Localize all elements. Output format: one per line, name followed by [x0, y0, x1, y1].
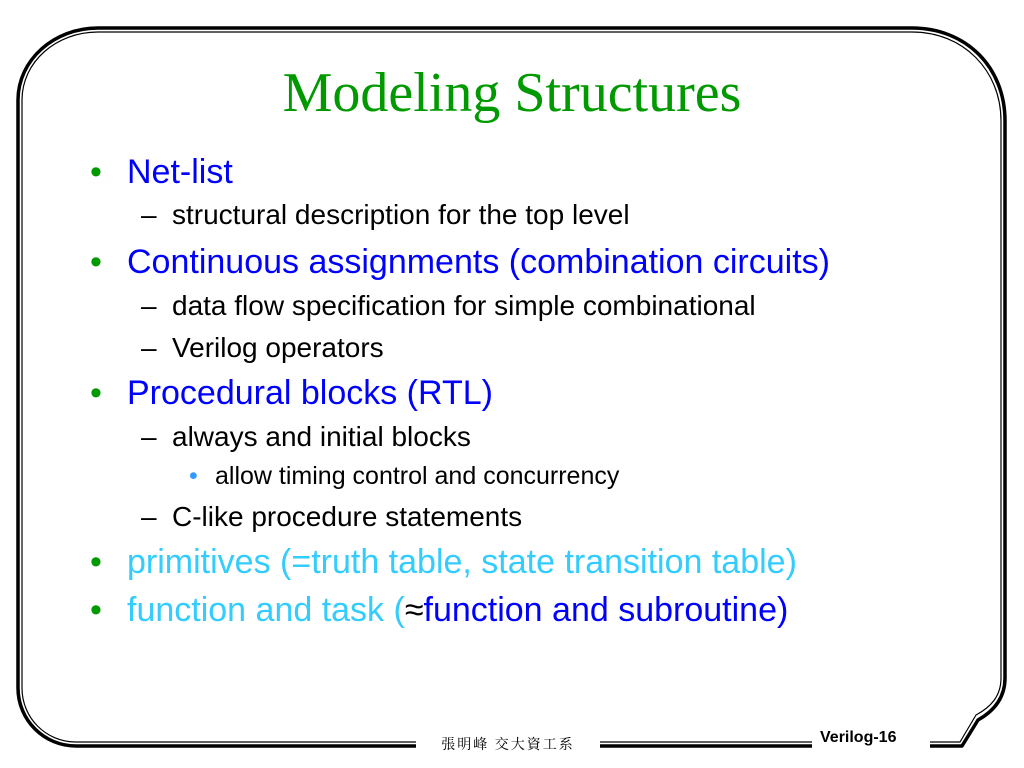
bullet-marker: •	[90, 153, 102, 191]
dash-marker: –	[141, 290, 157, 321]
bullet-text: primitives (=truth table, state transition table)	[127, 543, 797, 581]
bullet-text-run: function and subroutine)	[423, 591, 789, 629]
sub-item-data-flow	[0, 292, 1024, 320]
bullet-item-function-and-task	[0, 593, 1024, 627]
bullet-item-primitives	[0, 545, 1024, 579]
sub-sub-item-text: allow timing control and concurrency	[215, 462, 620, 490]
bullet-text	[127, 593, 788, 627]
small-bullet-marker: •	[189, 462, 198, 490]
bullet-text: Procedural blocks (RTL)	[127, 374, 493, 412]
bullet-marker: •	[90, 543, 102, 581]
footer-author: 張明峰 交大資工系	[416, 736, 600, 756]
bullet-marker: •	[90, 374, 102, 412]
slide-title: Modeling Structures	[282, 62, 742, 124]
sub-item-text: Verilog operators	[172, 332, 384, 363]
approx-symbol: ≈	[404, 591, 424, 629]
dash-marker: –	[141, 421, 157, 452]
sub-sub-item-timing-control	[0, 464, 1024, 489]
sub-item-text: structural description for the top level	[172, 199, 630, 230]
dash-marker: –	[141, 332, 157, 363]
slide-number: Verilog-16	[812, 728, 930, 750]
bullet-item-procedural-blocks	[0, 376, 1024, 410]
bullet-marker: •	[90, 591, 102, 629]
dash-marker: –	[141, 501, 157, 532]
sub-item-always-initial	[0, 423, 1024, 451]
sub-item-text: always and initial blocks	[172, 421, 471, 452]
bullet-text: Net-list	[127, 153, 233, 191]
sub-item-text: C-like procedure statements	[172, 501, 523, 532]
bullet-item-net-list	[0, 155, 1024, 189]
sub-item-verilog-operators	[0, 334, 1024, 362]
sub-item-structural-description	[0, 201, 1024, 229]
bullet-text: Continuous assignments (combination circuits)	[127, 243, 830, 281]
sub-item-text: data flow specification for simple combinational	[172, 290, 756, 321]
sub-item-c-like-statements	[0, 503, 1024, 531]
dash-marker: –	[141, 199, 157, 230]
bullet-item-continuous-assignments	[0, 245, 1024, 279]
bullet-marker: •	[90, 243, 102, 281]
bullet-text-run: function and task (	[127, 591, 405, 629]
